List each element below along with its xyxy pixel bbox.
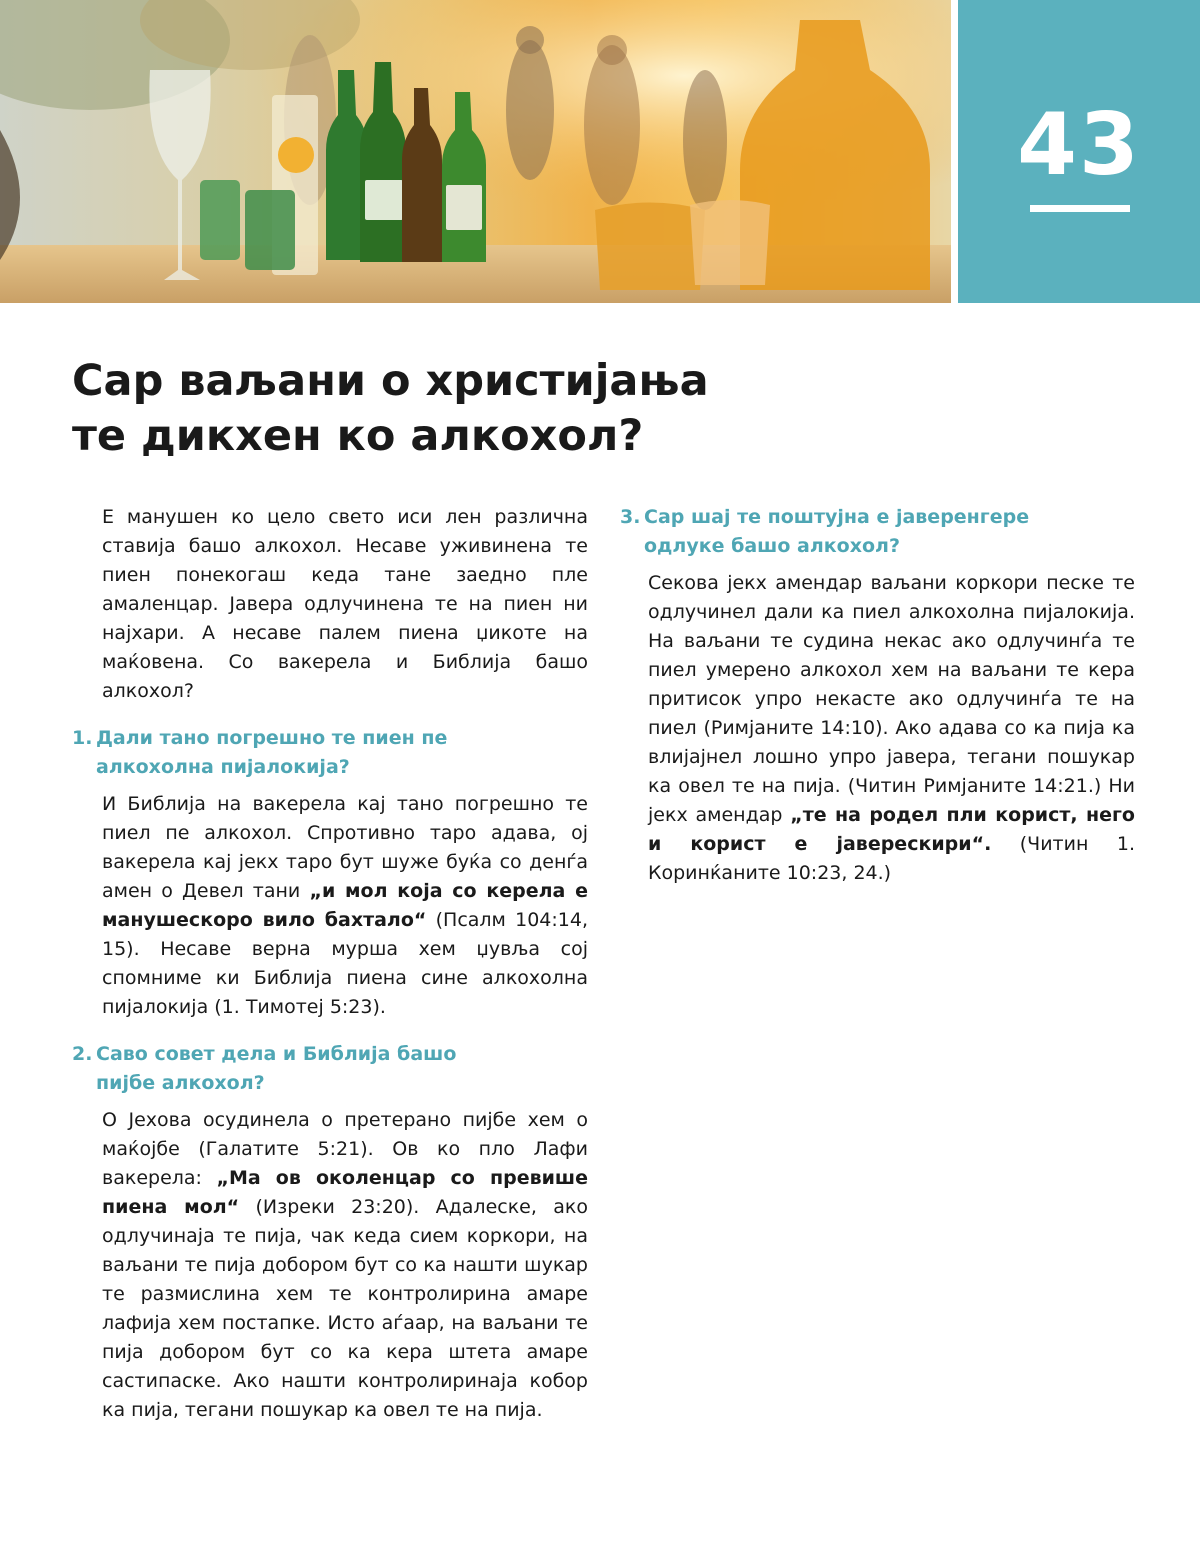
question-line: Дали тано погрешно те пиен пе — [96, 727, 448, 749]
question-line: пијбе алкохол? — [96, 1072, 265, 1094]
question-2 — [72, 1040, 588, 1098]
answer-1-paragraph — [72, 790, 588, 1022]
title-line-1: Сар ваљани о христијања — [72, 356, 709, 406]
left-column — [72, 503, 588, 1425]
answer-text: (Изреки 23:20). Адалеске, ако одлучинаја те пија, чак кеда сием коркори, на ваљани те пија добором бут со ка нашти шукар те размислина хем те контролирина амаре лафија хем постапке. Исто аѓаар, на ваљани те пија добором бут со ка кера штета амаре састипаске. Ако нашти контролиринаја кобор ка пија, тегани пошукар ка овел те на пија. — [102, 1196, 588, 1421]
scripture-quote: „и мол која со керела е манушескоро вило бахтало“ — [102, 880, 588, 931]
scripture-quote: „Ма ов околенцар со превише пиена мол“ — [102, 1167, 588, 1218]
question-line: одлуке башо алкохол? — [644, 535, 900, 557]
question-number: 2. — [72, 1043, 93, 1065]
answer-2-paragraph — [72, 1106, 588, 1425]
scripture-quote: „те на родел пли корист, него и корист е јаверескири“. — [648, 804, 1135, 855]
answer-text: О Јехова осудинела о претерано пијбе хем о маќојбе (Галатите 5:21). Ов ко пло Лафи вакерела: — [102, 1109, 588, 1189]
answer-text: (Псалм 104:14, 15). Несаве верна мурша хем џувља сој спомниме ки Библија пиена сине алкохолна пијалокија (1. Тимотеј 5:23). — [102, 909, 589, 1018]
hero-photo — [0, 0, 951, 303]
chapter-badge — [958, 0, 1200, 303]
chapter-number: 43 — [1017, 95, 1141, 195]
question-line: Сар шај те поштујна е јаверенгере — [644, 506, 1030, 528]
answer-3-paragraph — [620, 569, 1135, 888]
answer-text: (Читин 1. Коринќаните 10:23, 24.) — [648, 833, 1135, 884]
intro-paragraph: Е манушен ко цело свето иси лен различна ставија башо алкохол. Несаве уживинена те пиен понекогаш кеда тане заедно пле амаленцар. Јавера одлучинена те на пиен ни најхари. А несаве палем пиена џикоте на маќовена. Со вакерела и Библија башо алкохол? — [102, 506, 588, 702]
title-line-2: те дикхен ко алкохол? — [72, 411, 644, 461]
hero-illustration — [0, 0, 951, 303]
question-text — [96, 1040, 456, 1098]
answer-text: Секова јекх амендар ваљани коркори песке те одлучинел дали ка пиел алкохолна пијалокија. На ваљани те судина некас ако одлучинѓа те пиел умерено алкохол хем на ваљани те кера притисок упро некасте ако одлучинѓа те на пиел (Римјаните 14:10). Ако адава со ка пија ка влијајнел лошно упро јавера, тегани пошукар ка овел те на пија. (Читин Римјаните 14:21.) Ни јекх амендар — [648, 572, 1135, 826]
page-title — [72, 354, 832, 464]
answer-text: И Библија на вакерела кај тано погрешно те пиел пе алкохол. Спротивно таро адава, ој вакерела кај јекх таро бут шуже буќа со денѓа амен о Девел тани — [102, 793, 588, 902]
badge-underline — [1030, 205, 1130, 212]
question-number: 3. — [620, 506, 641, 528]
question-text — [96, 724, 447, 782]
question-line: Саво совет дела и Библија башо — [96, 1043, 457, 1065]
question-1 — [72, 724, 588, 782]
right-column — [620, 503, 1135, 888]
question-number: 1. — [72, 727, 93, 749]
question-text — [644, 503, 1029, 561]
question-line: алкохолна пијалокија? — [96, 756, 350, 778]
question-3 — [620, 503, 1135, 561]
